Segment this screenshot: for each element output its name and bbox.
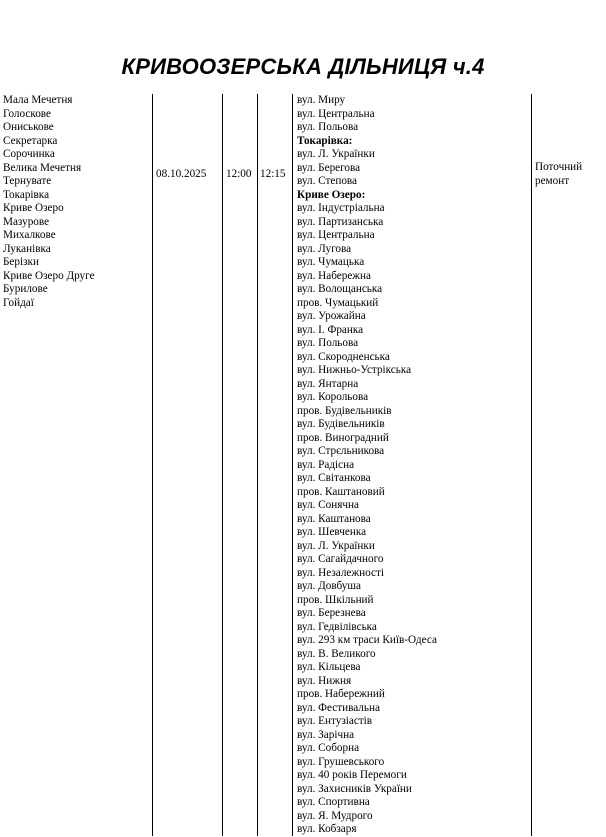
- street-item: вул. Будівельників: [297, 418, 385, 430]
- street-item: вул. Соборна: [297, 742, 360, 754]
- village-item: Ониськове: [3, 121, 54, 133]
- column-divider: [531, 94, 532, 836]
- village-item: Сорочинка: [3, 148, 55, 160]
- village-item: Криве Озеро Друге: [3, 269, 95, 282]
- street-item: вул. Миру: [297, 94, 346, 106]
- village-item: Мала Мечетня: [3, 94, 73, 106]
- street-item: вул. Лугова: [297, 242, 352, 255]
- village-item: Велика Мечетня: [3, 161, 82, 174]
- settlement-heading: Токарівка:: [297, 134, 353, 147]
- street-item: вул. Сагайдачного: [297, 553, 384, 565]
- street-item: вул. Кобзаря: [297, 823, 357, 835]
- street-item: вул. Довбуша: [297, 580, 361, 592]
- village-item: Луканівка: [3, 242, 51, 255]
- street-item: вул. Гедвілівська: [297, 620, 377, 633]
- street-item: вул. Янтарна: [297, 377, 359, 390]
- village-item: Бурилове: [3, 283, 48, 295]
- street-item: пров. Каштановий: [297, 485, 385, 498]
- street-item: пров. Чумацький: [297, 296, 379, 309]
- village-item: Секретарка: [3, 134, 58, 147]
- outage-table: [0, 94, 606, 836]
- village-item: Михалкове: [3, 229, 56, 241]
- street-item: пров. Шкільний: [297, 593, 374, 606]
- street-item: вул. Л. Українки: [297, 539, 375, 552]
- street-item: вул. Кільцева: [297, 661, 361, 673]
- village-item: Гойдаї: [3, 296, 34, 309]
- street-item: вул. 40 років Перемоги: [297, 769, 407, 781]
- village-item: Тернувате: [3, 175, 52, 187]
- column-divider: [257, 94, 258, 836]
- street-item: вул. Радісна: [297, 458, 355, 471]
- street-item: вул. Шевченка: [297, 526, 367, 538]
- street-item: вул. Берегова: [297, 161, 361, 174]
- street-item: вул. Польова: [297, 337, 359, 349]
- street-item: вул. Фестивальна: [297, 701, 380, 714]
- village-item: Голоскове: [3, 107, 51, 120]
- village-item: Берізки: [3, 256, 39, 268]
- street-item: вул. Стрєльникова: [297, 445, 385, 457]
- street-item: вул. Волощанська: [297, 283, 383, 295]
- street-item: вул. Грушевського: [297, 755, 385, 768]
- village-item: Мазурове: [3, 215, 50, 228]
- outage-end-time: 12:15: [260, 168, 286, 180]
- column-divider: [292, 94, 293, 836]
- street-item: вул. Березнева: [297, 607, 366, 619]
- village-item: Криве Озеро: [3, 202, 64, 214]
- street-item: вул. Набережна: [297, 269, 371, 282]
- street-item: вул. Індустріальна: [297, 202, 385, 214]
- street-item: пров. Набережний: [297, 688, 385, 700]
- street-item: вул. Сонячна: [297, 499, 359, 511]
- outage-date: 08.10.2025: [156, 168, 207, 180]
- street-item: вул. Захисників України: [297, 782, 412, 795]
- village-item: Токарівка: [3, 188, 50, 201]
- street-item: вул. Степова: [297, 175, 358, 187]
- outage-start-time: 12:00: [226, 168, 252, 180]
- street-item: вул. Центральна: [297, 229, 375, 241]
- street-item: вул. Ентузіастів: [297, 715, 373, 727]
- street-item: пров. Будівельників: [297, 404, 392, 417]
- street-item: вул. Скородненська: [297, 350, 390, 363]
- street-item: вул. Незалежності: [297, 566, 384, 579]
- villages-column: [3, 94, 95, 310]
- street-item: вул. Каштанова: [297, 512, 371, 525]
- street-item: вул. Корольова: [297, 391, 369, 403]
- street-item: вул. Спортивна: [297, 796, 370, 808]
- page-title: КРИВООЗЕРСЬКА ДІЛЬНИЦЯ ч.4: [121, 54, 485, 79]
- street-item: вул. Центральна: [297, 107, 375, 120]
- street-item: пров. Виноградний: [297, 431, 389, 444]
- street-item: вул. Л. Українки: [297, 148, 375, 160]
- column-divider: [222, 94, 223, 836]
- street-item: вул. Нижньо-Устрікська: [297, 364, 412, 376]
- street-item: вул. Нижня: [297, 674, 352, 687]
- settlement-heading: Криве Озеро:: [297, 188, 366, 201]
- street-item: вул. Світанкова: [297, 472, 371, 484]
- street-item: вул. Чумацька: [297, 256, 365, 268]
- street-item: вул. І. Франка: [297, 323, 364, 336]
- column-divider: [152, 94, 153, 836]
- street-item: вул. В. Великого: [297, 647, 376, 660]
- street-item: вул. Польова: [297, 121, 359, 133]
- street-item: вул. Я. Мудрого: [297, 809, 373, 822]
- streets-column: [297, 94, 437, 837]
- street-item: вул. 293 км траси Київ-Одеса: [297, 634, 437, 646]
- work-type: Поточний ремонт: [535, 161, 583, 187]
- street-item: вул. Зарічна: [297, 728, 355, 741]
- street-item: вул. Урожайна: [297, 310, 366, 322]
- street-item: вул. Партизанська: [297, 215, 384, 228]
